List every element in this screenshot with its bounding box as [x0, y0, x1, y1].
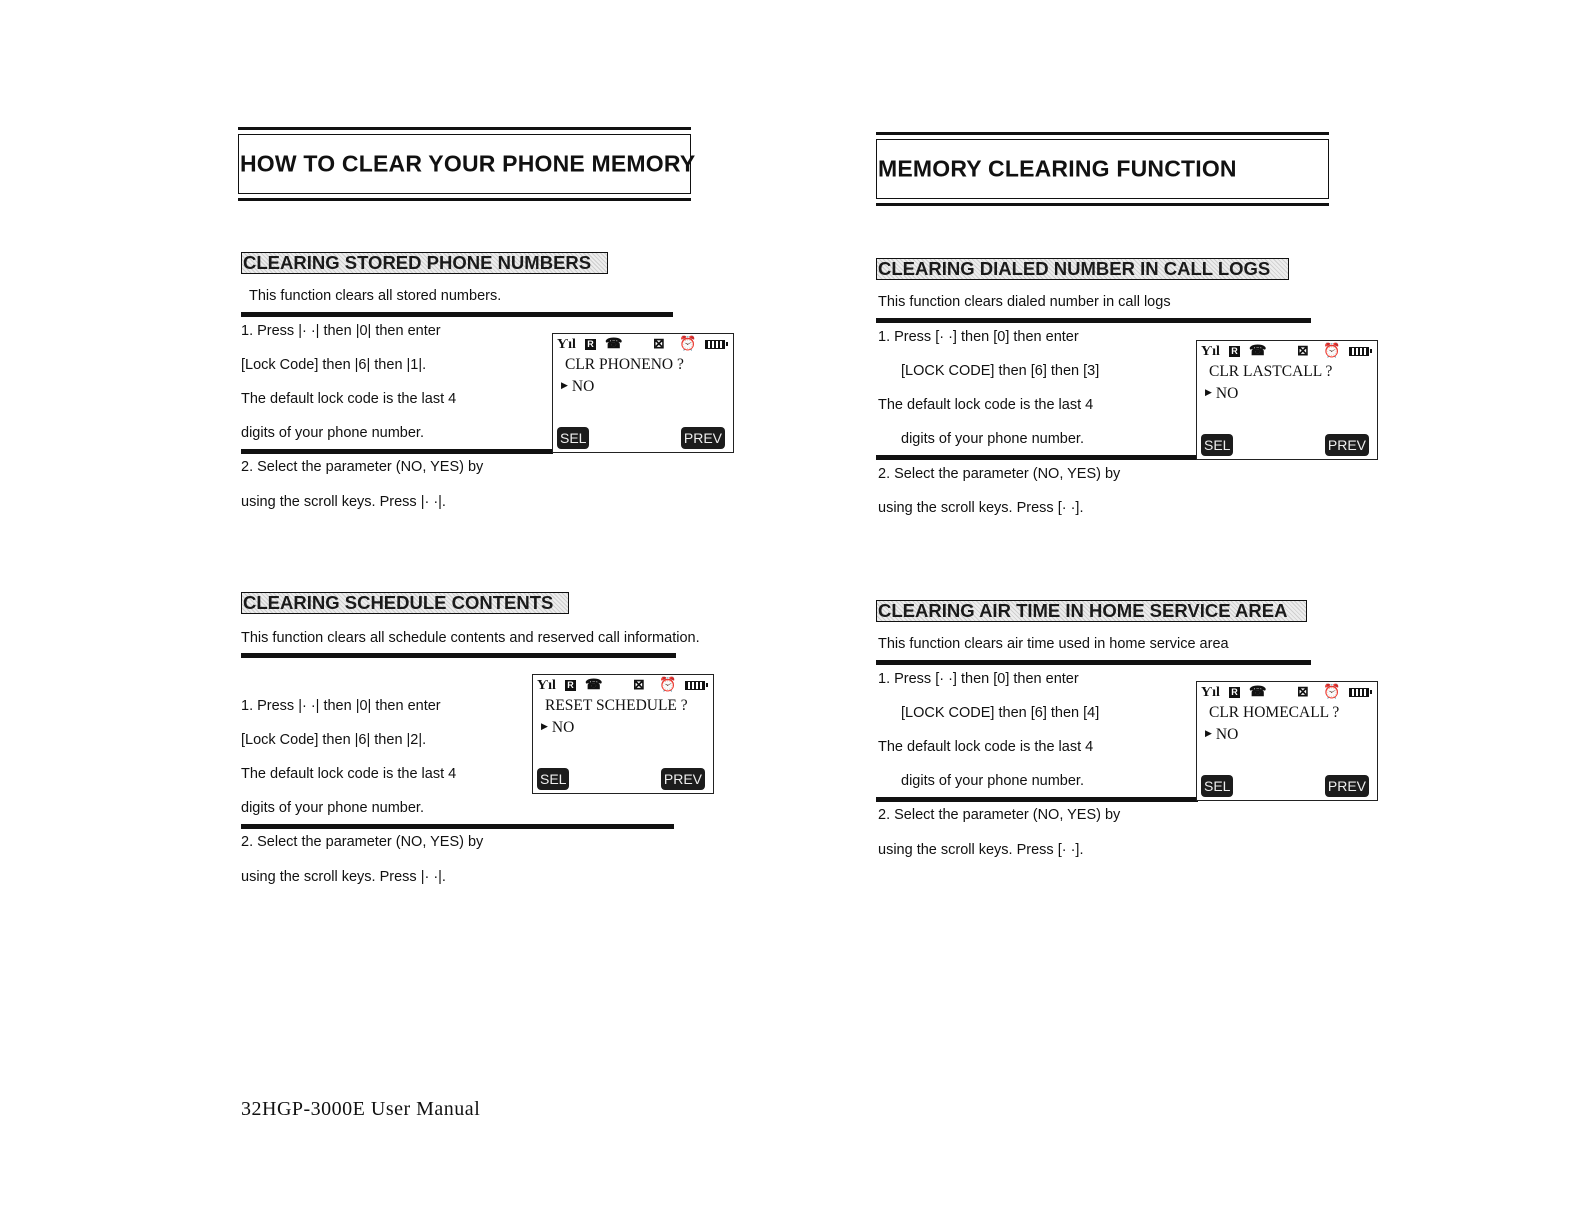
display-option: [561, 378, 594, 396]
signal-icon: Ƴıl: [1201, 344, 1220, 359]
step-text: using the scroll keys. Press [· ·].: [878, 500, 1084, 516]
phone-display: [1196, 681, 1378, 801]
step-text: [LOCK CODE] then [6] then [4]: [901, 705, 1100, 721]
signal-icon: Ƴıl: [1201, 685, 1220, 700]
select-softkey: SEL: [557, 427, 589, 449]
step-text: [Lock Code] then |6| then |2|.: [241, 732, 427, 748]
selector-arrow-icon: ▶: [1205, 728, 1212, 738]
step-text: using the scroll keys. Press |· ·|.: [241, 869, 446, 885]
display-prompt: RESET SCHEDULE ?: [545, 697, 688, 714]
prev-softkey: PREV: [681, 427, 725, 449]
signal-icon: Ƴıl: [537, 678, 556, 693]
divider: [876, 318, 1311, 323]
status-icons: [1201, 684, 1373, 702]
step-text: [Lock Code] then |6| then |1|.: [241, 357, 427, 373]
step-text: 2. Select the parameter (NO, YES) by: [878, 807, 1121, 823]
display-prompt: CLR PHONENO ?: [565, 356, 684, 373]
prev-softkey: PREV: [1325, 775, 1369, 797]
step-text: using the scroll keys. Press |· ·|.: [241, 494, 446, 510]
prev-softkey: PREV: [1325, 434, 1369, 456]
step-text: The default lock code is the last 4: [878, 739, 1094, 755]
message-icon: ⊠: [653, 337, 665, 352]
title-rule-bottom: [238, 198, 691, 201]
display-option: [1205, 726, 1238, 744]
divider: [241, 312, 673, 317]
step-text: 1. Press |· ·| then |0| then enter: [241, 698, 441, 714]
title-rule-bottom: [876, 203, 1329, 206]
display-option: [1205, 385, 1238, 403]
roaming-icon: R: [565, 680, 576, 691]
step-text: 2. Select the parameter (NO, YES) by: [878, 466, 1121, 482]
phone-display: [532, 674, 714, 794]
alarm-icon: ⏰: [1323, 344, 1341, 359]
step-text: digits of your phone number.: [901, 773, 1084, 789]
phone-icon: ☎: [605, 337, 623, 352]
divider: [241, 449, 553, 454]
prev-softkey: PREV: [661, 768, 705, 790]
section-heading-schedule: CLEARING SCHEDULE CONTENTS: [241, 592, 569, 614]
section-description: This function clears air time used in home service area: [878, 636, 1229, 652]
divider: [876, 455, 1198, 460]
section-description: This function clears all stored numbers.: [249, 288, 502, 304]
title-rule-top: [876, 132, 1329, 135]
battery-icon: [705, 340, 725, 349]
option-text: NO: [1215, 385, 1239, 402]
status-icons: [557, 336, 729, 354]
divider: [876, 797, 1198, 802]
step-text: [LOCK CODE] then [6] then [3]: [901, 363, 1100, 379]
step-text: 2. Select the parameter (NO, YES) by: [241, 459, 484, 475]
right-page-title-box: [876, 132, 1329, 206]
roaming-icon: R: [585, 339, 596, 350]
left-page-title-box: [238, 127, 696, 201]
battery-icon: [1349, 688, 1369, 697]
select-softkey: SEL: [1201, 434, 1233, 456]
selector-arrow-icon: ▶: [541, 721, 548, 731]
display-prompt: CLR LASTCALL ?: [1209, 363, 1333, 380]
divider: [241, 824, 674, 829]
phone-icon: ☎: [1249, 685, 1267, 700]
display-option: [541, 719, 574, 737]
select-softkey: SEL: [537, 768, 569, 790]
status-icons: [537, 677, 709, 695]
section-description: This function clears dialed number in call logs: [878, 294, 1171, 310]
alarm-icon: ⏰: [679, 337, 697, 352]
step-text: 2. Select the parameter (NO, YES) by: [241, 834, 484, 850]
step-text: The default lock code is the last 4: [241, 391, 457, 407]
battery-icon: [685, 681, 705, 690]
roaming-icon: R: [1229, 687, 1240, 698]
option-text: NO: [551, 719, 575, 736]
divider: [241, 653, 676, 658]
roaming-icon: R: [1229, 346, 1240, 357]
section-description: This function clears all schedule contents and reserved call information.: [241, 630, 700, 646]
display-prompt: CLR HOMECALL ?: [1209, 704, 1340, 721]
phone-icon: ☎: [585, 678, 603, 693]
step-text: The default lock code is the last 4: [241, 766, 457, 782]
step-text: The default lock code is the last 4: [878, 397, 1094, 413]
title-rule-top: [238, 127, 691, 130]
footer-manual-title: 32HGP-3000E User Manual: [241, 1098, 481, 1120]
select-softkey: SEL: [1201, 775, 1233, 797]
step-text: digits of your phone number.: [241, 800, 424, 816]
step-text: 1. Press [· ·] then [0] then enter: [878, 329, 1079, 345]
phone-display: [1196, 340, 1378, 460]
step-text: digits of your phone number.: [901, 431, 1084, 447]
step-text: using the scroll keys. Press [· ·].: [878, 842, 1084, 858]
phone-icon: ☎: [1249, 344, 1267, 359]
step-text: 1. Press [· ·] then [0] then enter: [878, 671, 1079, 687]
message-icon: ⊠: [633, 678, 645, 693]
section-heading-stored-numbers: CLEARING STORED PHONE NUMBERS: [241, 252, 608, 274]
divider: [876, 660, 1311, 665]
signal-icon: Ƴıl: [557, 337, 576, 352]
alarm-icon: ⏰: [659, 678, 677, 693]
left-page-title: HOW TO CLEAR YOUR PHONE MEMORY: [240, 150, 696, 177]
battery-icon: [1349, 347, 1369, 356]
option-text: NO: [1215, 726, 1239, 743]
option-text: NO: [571, 378, 595, 395]
step-text: 1. Press |· ·| then |0| then enter: [241, 323, 441, 339]
selector-arrow-icon: ▶: [1205, 387, 1212, 397]
message-icon: ⊠: [1297, 685, 1309, 700]
alarm-icon: ⏰: [1323, 685, 1341, 700]
selector-arrow-icon: ▶: [561, 380, 568, 390]
section-heading-air-time: CLEARING AIR TIME IN HOME SERVICE AREA: [876, 600, 1307, 622]
message-icon: ⊠: [1297, 344, 1309, 359]
step-text: digits of your phone number.: [241, 425, 424, 441]
status-icons: [1201, 343, 1373, 361]
section-heading-call-logs: CLEARING DIALED NUMBER IN CALL LOGS: [876, 258, 1289, 280]
phone-display: [552, 333, 734, 453]
right-page-title: MEMORY CLEARING FUNCTION: [878, 155, 1237, 182]
